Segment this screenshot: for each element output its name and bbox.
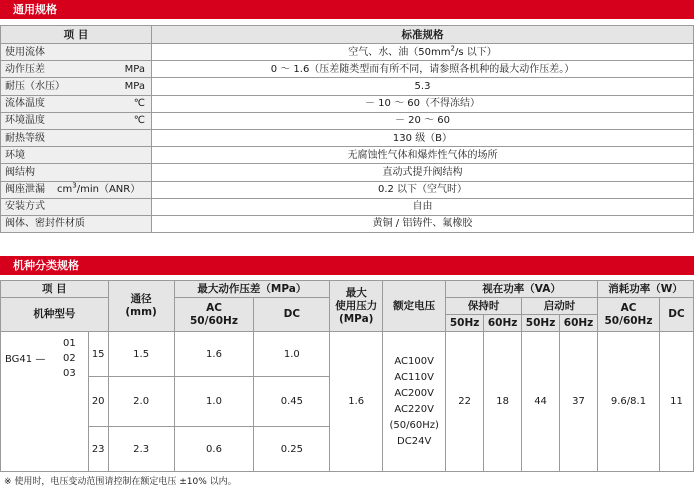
header-apparent-power: 视在功率（VA） bbox=[446, 281, 598, 298]
model-header-row-1 bbox=[1, 281, 694, 298]
spec-row bbox=[1, 44, 694, 61]
consumption-dc-value: 11 bbox=[659, 332, 693, 472]
section-title-model-spec: 机种分类规格 bbox=[0, 256, 694, 275]
spec-value: 直动式提升阀结构 bbox=[152, 164, 694, 181]
header-bore bbox=[108, 281, 174, 332]
bore-value: 1.5 bbox=[108, 332, 174, 377]
spec-value: － 10 ～ 60（不得冻结） bbox=[152, 95, 694, 112]
spec-row bbox=[1, 78, 694, 95]
spec-label-text: 环境 bbox=[5, 149, 25, 161]
header-dc: DC bbox=[254, 298, 330, 332]
voltage-item: AC220V bbox=[394, 403, 434, 415]
header-rated-voltage: 额定电压 bbox=[383, 281, 446, 332]
voltage-item: AC110V bbox=[394, 371, 434, 383]
spec-value: － 20 ～ 60 bbox=[152, 112, 694, 129]
max-pressure-ac: 0.6 bbox=[174, 427, 254, 472]
max-pressure-dc: 1.0 bbox=[254, 332, 330, 377]
model-suffix: 23 bbox=[88, 427, 108, 472]
max-pressure-dc: 0.25 bbox=[254, 427, 330, 472]
spec-value: 0.2 以下（空气时） bbox=[152, 181, 694, 198]
spec-label-text: 安装方式 bbox=[5, 201, 45, 213]
spec-label bbox=[1, 181, 152, 198]
hold-50hz-value: 22 bbox=[446, 332, 484, 472]
spec-label bbox=[1, 147, 152, 164]
spec-label-text: 流体温度 bbox=[5, 98, 45, 110]
header-start: 启动时 bbox=[522, 298, 598, 315]
spec-value: 0 ～ 1.6（压差随类型而有所不同，请参照各机种的最大动作压差。） bbox=[152, 61, 694, 78]
header-ac bbox=[174, 298, 254, 332]
header-max-use-line1: 最大 bbox=[345, 286, 367, 299]
header-item: 项 目 bbox=[1, 281, 109, 298]
voltage-item: AC200V bbox=[394, 387, 434, 399]
spec-label bbox=[1, 78, 152, 95]
header-start-60hz: 60Hz bbox=[560, 315, 598, 332]
footnote: ※ 使用时，电压变动范围请控制在额定电压 ±10% 以内。 bbox=[4, 477, 237, 487]
spec-label bbox=[1, 215, 152, 232]
spec-label bbox=[1, 164, 152, 181]
rated-voltage-list bbox=[383, 332, 446, 472]
model-spec-table bbox=[0, 280, 694, 472]
header-max-use-line3: (MPa) bbox=[338, 312, 374, 325]
consumption-ac-value: 9.6/8.1 bbox=[598, 332, 660, 472]
spec-value: 自由 bbox=[152, 198, 694, 215]
spec-value: 130 级（B） bbox=[152, 129, 694, 146]
header-cons-ac-label: AC bbox=[620, 301, 637, 314]
spec-value: 空气、水、油（$50mm^2/s$ 以下） bbox=[152, 44, 694, 61]
spec-label-text: 阀体、密封件材质 bbox=[5, 218, 85, 230]
model-suffix: 20 bbox=[88, 377, 108, 427]
bore-value: 2.0 bbox=[108, 377, 174, 427]
model-name-cell bbox=[1, 332, 89, 472]
spec-header-item: 项 目 bbox=[1, 26, 152, 44]
model-base: BG41 — bbox=[5, 354, 46, 365]
spec-row bbox=[1, 198, 694, 215]
voltage-item: (50/60Hz) bbox=[389, 419, 439, 431]
model-code: 03 bbox=[63, 368, 76, 379]
spec-row bbox=[1, 181, 694, 198]
spec-label-text: 动作压差 bbox=[5, 63, 45, 75]
spec-row bbox=[1, 129, 694, 146]
spec-label-text: 耐压（水压） bbox=[5, 80, 65, 92]
spec-label bbox=[1, 95, 152, 112]
spec-header-row bbox=[1, 26, 694, 44]
spec-row bbox=[1, 95, 694, 112]
hold-60hz-value: 18 bbox=[484, 332, 522, 472]
spec-label bbox=[1, 44, 152, 61]
header-cons-ac bbox=[598, 298, 660, 332]
spec-label bbox=[1, 61, 152, 78]
model-code: 02 bbox=[63, 353, 76, 364]
model-suffix: 15 bbox=[88, 332, 108, 377]
header-hold-50hz: 50Hz bbox=[446, 315, 484, 332]
spec-label bbox=[1, 129, 152, 146]
header-start-50hz: 50Hz bbox=[522, 315, 560, 332]
max-pressure-ac: 1.6 bbox=[174, 332, 254, 377]
header-bore-line2: (mm) bbox=[125, 306, 157, 318]
section-title-general-spec: 通用规格 bbox=[0, 0, 694, 19]
spec-label-text: 耐热等级 bbox=[5, 132, 45, 144]
header-cons-dc: DC bbox=[659, 298, 693, 332]
spec-unit: MPa bbox=[124, 80, 145, 92]
header-cons-ac-hz: 50/60Hz bbox=[604, 314, 653, 327]
max-pressure-dc: 0.45 bbox=[254, 377, 330, 427]
spec-label-text: 阀结构 bbox=[5, 166, 35, 178]
spec-label bbox=[1, 198, 152, 215]
spec-label-text: 环境温度 bbox=[5, 115, 45, 127]
spec-row bbox=[1, 215, 694, 232]
model-code: 01 bbox=[63, 338, 76, 349]
max-use-value: 1.6 bbox=[330, 332, 383, 472]
spec-label-text: 使用流体 bbox=[5, 46, 45, 58]
start-60hz-value: 37 bbox=[560, 332, 598, 472]
voltage-item: AC100V bbox=[394, 355, 434, 367]
model-codes bbox=[63, 336, 76, 381]
spec-unit: MPa bbox=[124, 63, 145, 75]
spec-label bbox=[1, 112, 152, 129]
max-pressure-ac: 1.0 bbox=[174, 377, 254, 427]
header-bore-line1: 通径 bbox=[130, 293, 152, 305]
spec-row bbox=[1, 147, 694, 164]
spec-unit: ℃ bbox=[133, 115, 145, 127]
spec-row bbox=[1, 164, 694, 181]
voltage-item: DC24V bbox=[397, 435, 432, 447]
general-spec-table bbox=[0, 25, 694, 233]
start-50hz-value: 44 bbox=[522, 332, 560, 472]
spec-label-text: 阀座泄漏 bbox=[5, 184, 45, 196]
header-ac-hz: 50/60Hz bbox=[190, 314, 238, 327]
spec-value: 黄铜 / 铝铸件、氟橡胶 bbox=[152, 215, 694, 232]
spec-row bbox=[1, 61, 694, 78]
spec-unit: ℃ bbox=[133, 98, 145, 110]
spec-value: 无腐蚀性气体和爆炸性气体的场所 bbox=[152, 147, 694, 164]
header-hold-60hz: 60Hz bbox=[484, 315, 522, 332]
header-max-pressure: 最大动作压差（MPa） bbox=[174, 281, 330, 298]
header-ac-label: AC bbox=[206, 301, 222, 314]
bore-value: 2.3 bbox=[108, 427, 174, 472]
spec-row bbox=[1, 112, 694, 129]
header-model-no: 机种型号 bbox=[1, 298, 109, 332]
spec-unit: $cm^3/\min(ANR)$ bbox=[57, 181, 141, 196]
header-consumption: 消耗功率（W） bbox=[598, 281, 694, 298]
spec-header-value: 标准规格 bbox=[152, 26, 694, 44]
header-max-use-line2: 使用压力 bbox=[335, 299, 378, 312]
model-row bbox=[1, 332, 694, 377]
header-hold: 保持时 bbox=[446, 298, 522, 315]
header-max-use bbox=[330, 281, 383, 332]
spec-value: 5.3 bbox=[152, 78, 694, 95]
